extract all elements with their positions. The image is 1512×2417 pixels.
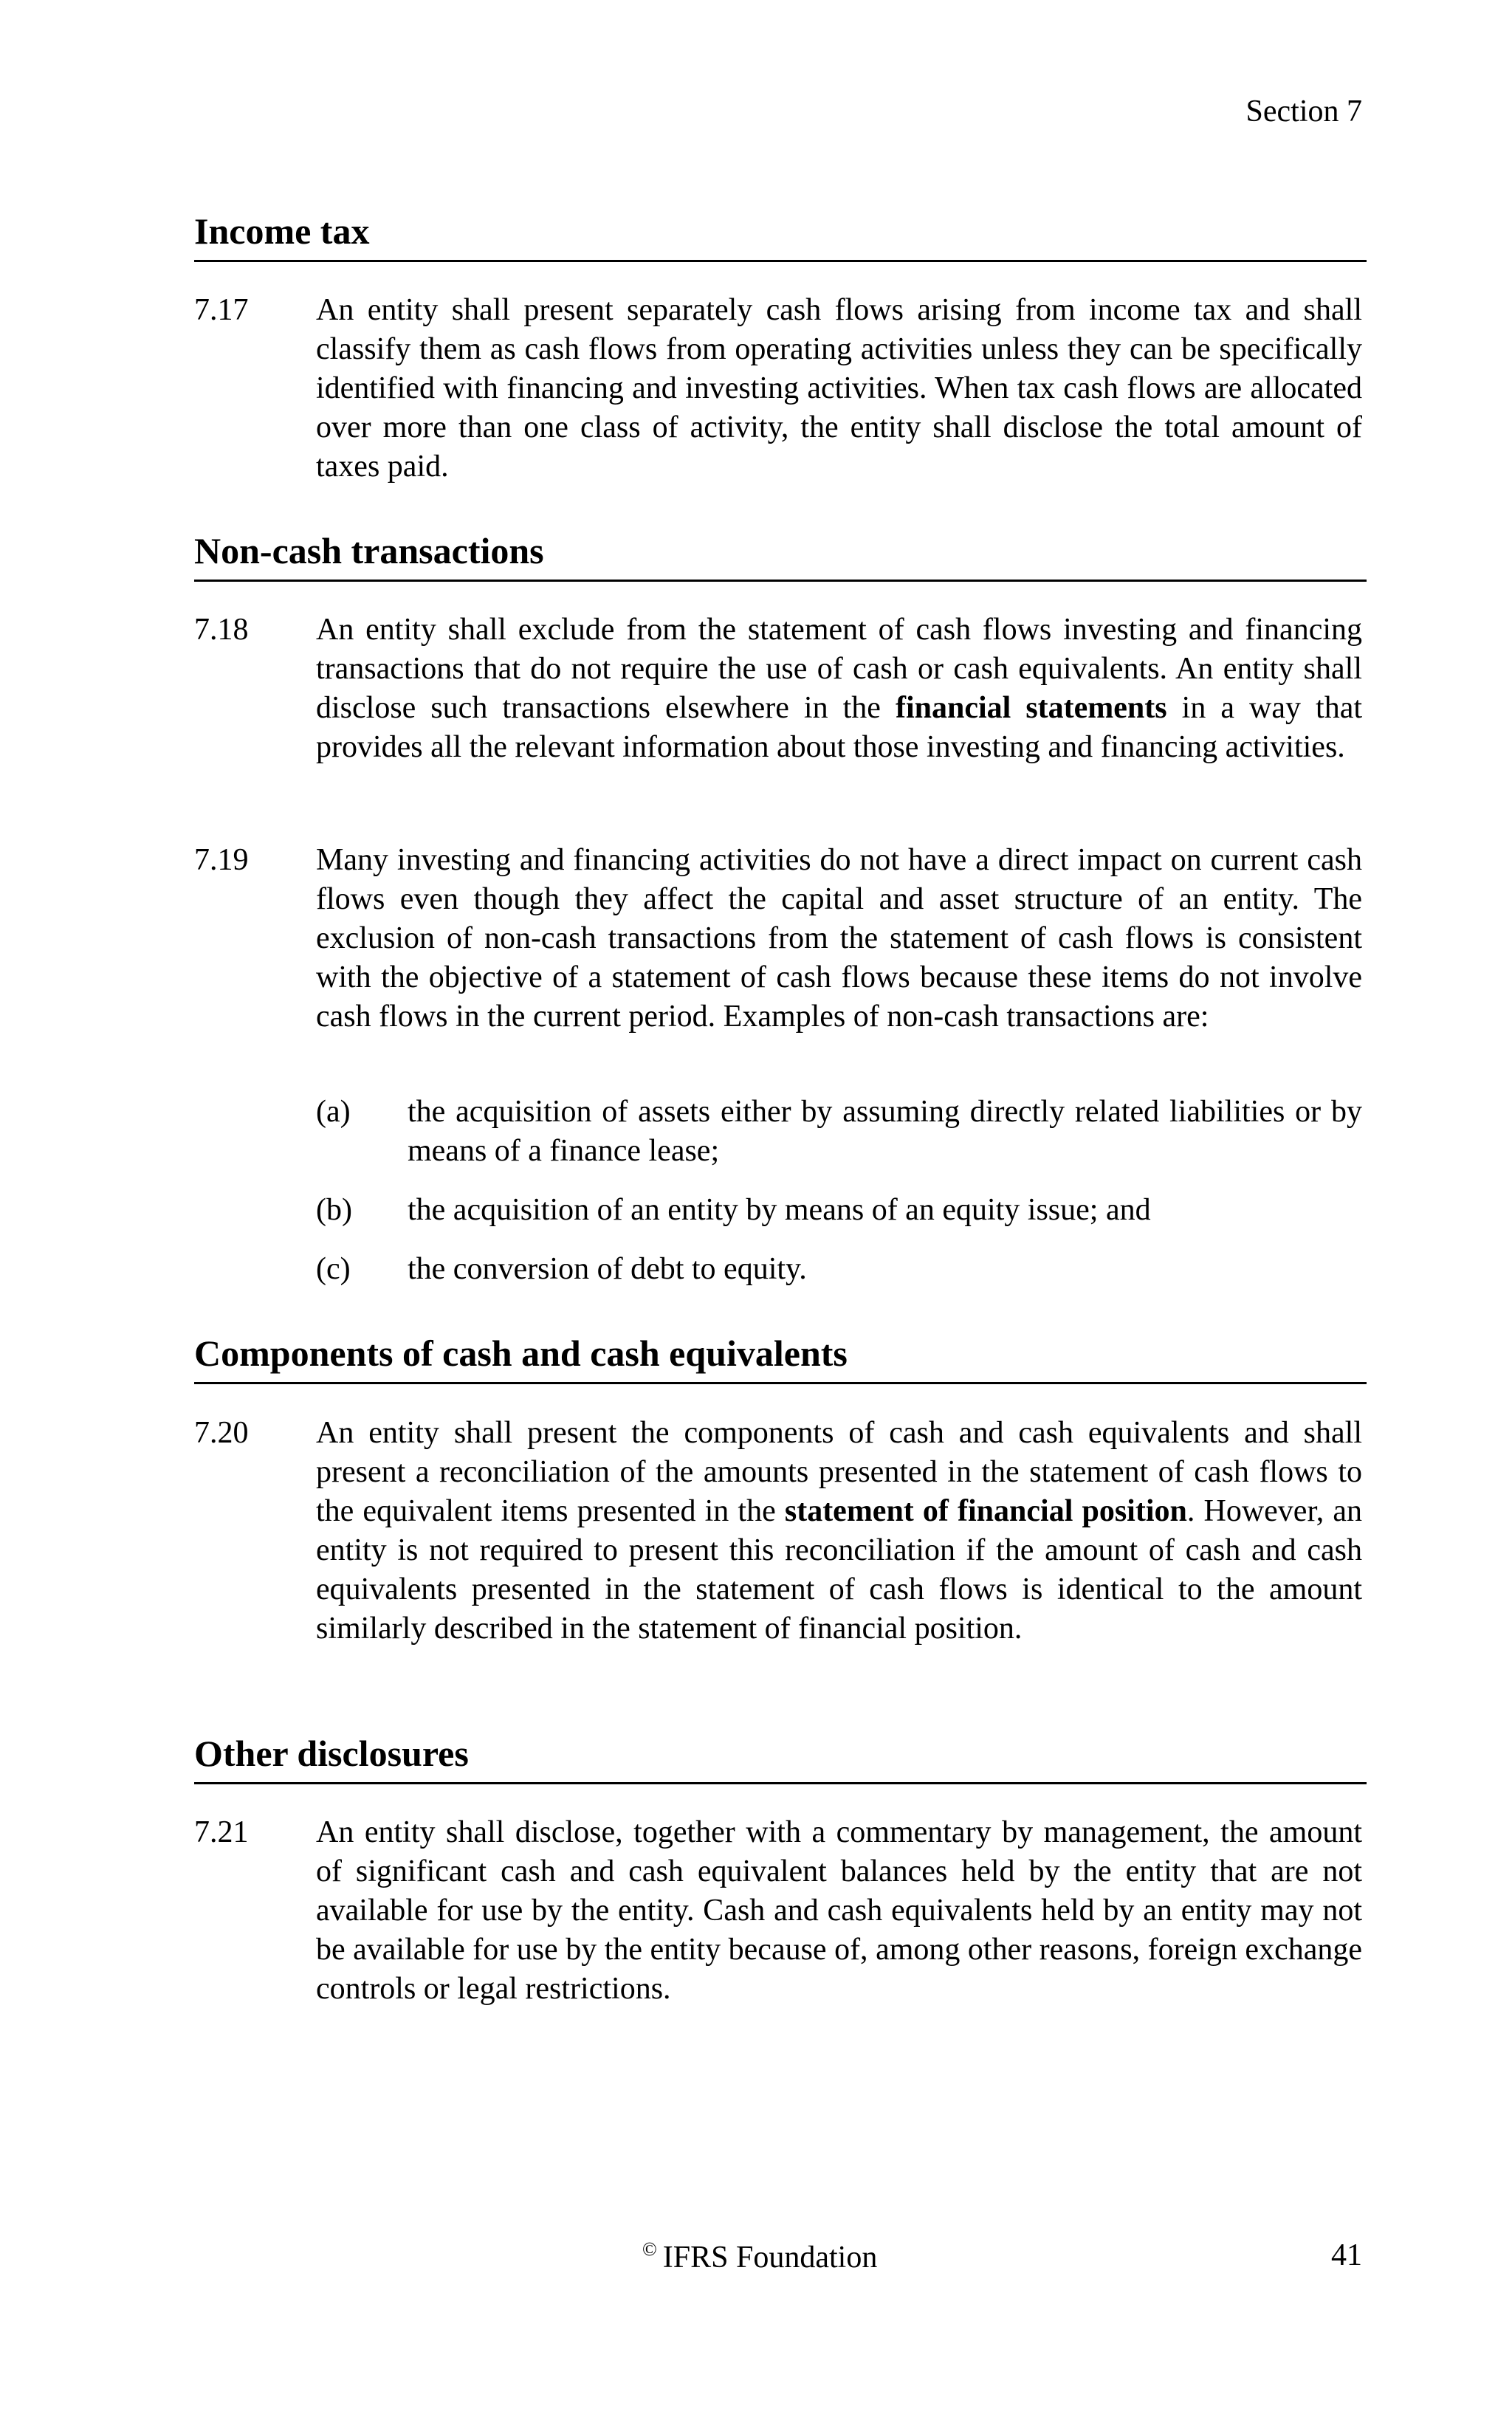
paragraph-7-18: [194, 611, 1362, 767]
list-text: the acquisition of an entity by means of an equity issue; and: [408, 1193, 1151, 1227]
paragraph-7-19: [194, 841, 1362, 1036]
paragraph-number: 7.19: [194, 843, 249, 877]
heading-components-of-cash: Components of cash and cash equivalents: [194, 1335, 1367, 1384]
paragraph-number: 7.18: [194, 613, 249, 647]
paragraph-7-21: [194, 1813, 1362, 2009]
paragraph-text: An entity shall exclude from the statement of cash flows investing and financing transactions that do not require the use of cash or cash equivalents. An entity shall disclose such transactions elsewhere in the financial statements in a way that provides all the relevant information about those investing and financing activities.: [316, 613, 1363, 764]
list-item-b: [316, 1191, 1362, 1230]
footer-organization: IFRS Foundation: [662, 2241, 878, 2275]
list-item-a: [316, 1093, 1362, 1171]
defined-term: financial statements: [895, 691, 1167, 725]
list-label: (b): [316, 1193, 352, 1227]
heading-income-tax: Income tax: [194, 213, 1367, 262]
section-label: Section 7: [1245, 94, 1362, 128]
paragraph-text: An entity shall present separately cash flows arising from income tax and shall classify them as cash flows from operating activities unless they can be specifically identified with financing and investing activities. When tax cash flows are allocated over more than one class of activity, the entity shall disclose the total amount of taxes paid.: [316, 293, 1362, 484]
heading-non-cash-transactions: Non-cash transactions: [194, 532, 1367, 582]
paragraph-text: An entity shall disclose, together with a commentary by management, the amount of significant cash and cash equivalent balances held by the entity that are not available for use by the entity. Cash and cash equivalents held by an entity may not be available for use by the entity because of, among other reasons, foreign exchange controls or legal restrictions.: [316, 1815, 1362, 2006]
paragraph-number: 7.20: [194, 1416, 249, 1450]
paragraph-text: An entity shall present the components of cash and cash equivalents and shall present a reconciliation of the amounts presented in the statement of cash flows to the equivalent items presented in the statement of financial position. However, an entity is not required to present this reconciliation if the amount of cash and cash equivalents presented in the statement of cash flows is identical to the amount similarly described in the statement of financial position.: [316, 1416, 1363, 1646]
paragraph-7-20: [194, 1414, 1362, 1648]
list-label: (a): [316, 1095, 351, 1129]
copyright-symbol: ©: [642, 2238, 657, 2260]
list-item-c: [316, 1250, 1362, 1289]
defined-term: statement of financial position: [784, 1494, 1187, 1528]
footer-copyright: [642, 2240, 877, 2273]
paragraph-number: 7.21: [194, 1815, 249, 1849]
page-number: 41: [1331, 2238, 1362, 2272]
heading-other-disclosures: Other disclosures: [194, 1735, 1367, 1784]
paragraph-number: 7.17: [194, 293, 249, 327]
list-text: the acquisition of assets either by assuming directly related liabilities or by means of a finance lease;: [408, 1095, 1362, 1168]
paragraph-7-17: [194, 291, 1362, 487]
paragraph-text: Many investing and financing activities do not have a direct impact on current cash flows even though they affect the capital and asset structure of an entity. The exclusion of non-cash transactions from the statement of cash flows is consistent with the objective of a statement of cash flows because these items do not involve cash flows in the current period. Examples of non-cash transactions are:: [316, 843, 1362, 1034]
list-text: the conversion of debt to equity.: [408, 1252, 807, 1286]
list-label: (c): [316, 1252, 351, 1286]
